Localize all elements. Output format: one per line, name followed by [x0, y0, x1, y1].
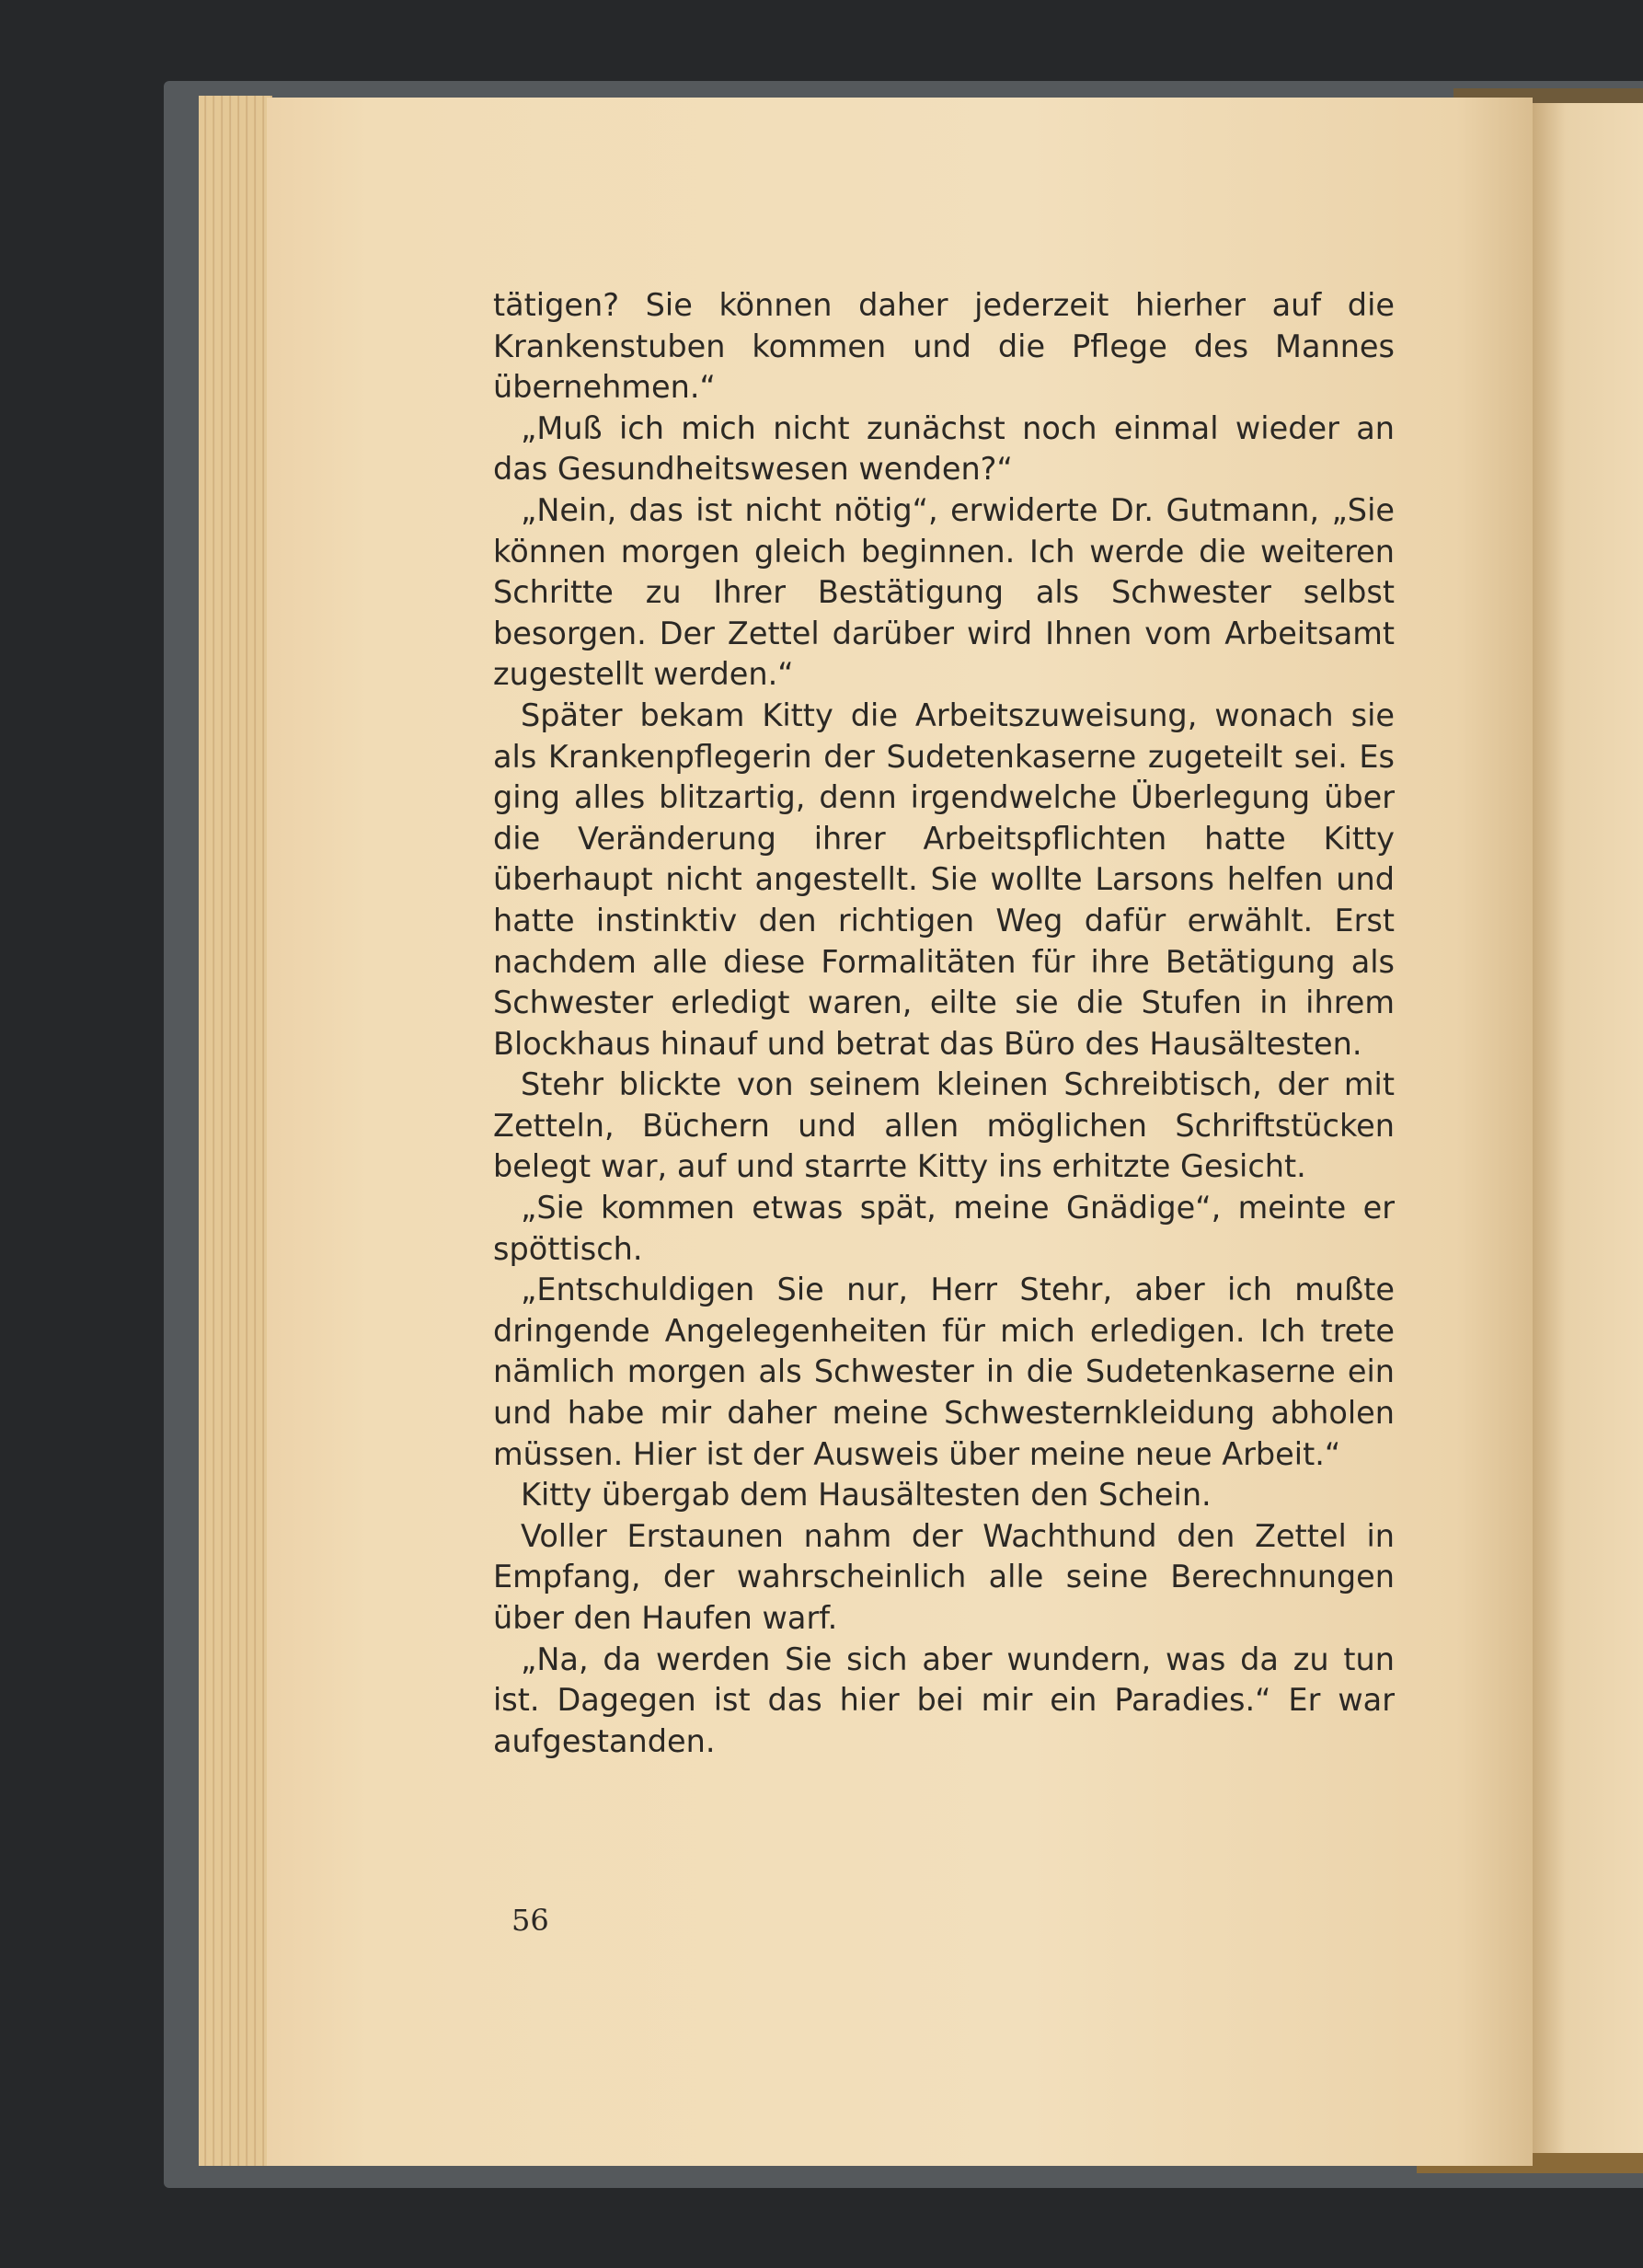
page-edges [199, 96, 272, 2166]
book-gutter [1533, 96, 1643, 2166]
paragraph: Voller Erstaunen nahm der Wachthund den Zettel in Empfang, der wahrscheinlich alle seine Berechnungen über den Haufen warf. [493, 1517, 1395, 1636]
page-text [493, 285, 1395, 1762]
page-number: 56 [511, 1903, 549, 1938]
paragraph: „Sie kommen etwas spät, meine Gnädige“, meinte er spöttisch. [493, 1190, 1395, 1267]
paragraph: Stehr blickte von seinem kleinen Schreibtisch, der mit Zetteln, Büchern und allen möglichen Schriftstücken belegt war, auf und starrte Kitty ins erhitzte Gesicht. [493, 1066, 1395, 1185]
paragraph: „Nein, das ist nicht nötig“, erwiderte Dr. Gutmann, „Sie können morgen gleich beginnen. Ich werde die weiteren Schritte zu Ihrer Bestätigung als Schwester selbst besorgen. Der Zettel darüber wird Ihnen vom Arbeitsamt zugestellt werden.“ [493, 491, 1395, 693]
paragraph: „Na, da werden Sie sich aber wundern, was da zu tun ist. Dagegen ist das hier bei mir ein Paradies.“ Er war aufgestanden. [493, 1641, 1395, 1759]
paragraph: Kitty übergab dem Hausältesten den Schein. [521, 1477, 1212, 1514]
paragraph: „Entschuldigen Sie nur, Herr Stehr, aber ich mußte dringende Angelegenheiten für mich erledigen. Ich trete nämlich morgen als Schwester in die Sudetenkaserne ein und habe mir daher meine Schwesternkleidung abholen müssen. Hier ist der Ausweis über meine neue Arbeit.“ [493, 1272, 1395, 1472]
paragraph: Später bekam Kitty die Arbeitszuweisung, wonach sie als Krankenpflegerin der Sudetenkaserne zugeteilt sei. Es ging alles blitzartig, denn irgendwelche Überlegung über die Veränderung ihrer Arbeitspflichten hatte Kitty überhaupt nicht angestellt. Sie wollte Larsons helfen und hatte instinktiv den richtigen Weg dafür erwählt. Erst nachdem alle diese Formalitäten für ihre Betätigung als Schwester erledigt waren, eilte sie die Stufen in ihrem Blockhaus hinauf und betrat das Büro des Hausältesten. [493, 697, 1395, 1062]
paragraph: „Muß ich mich nicht zunächst noch einmal wieder an das Gesundheitswesen wenden?“ [493, 409, 1395, 488]
paragraph: tätigen? Sie können daher jederzeit hierher auf die Krankenstuben kommen und die Pflege des Mannes übernehmen.“ [493, 287, 1395, 406]
